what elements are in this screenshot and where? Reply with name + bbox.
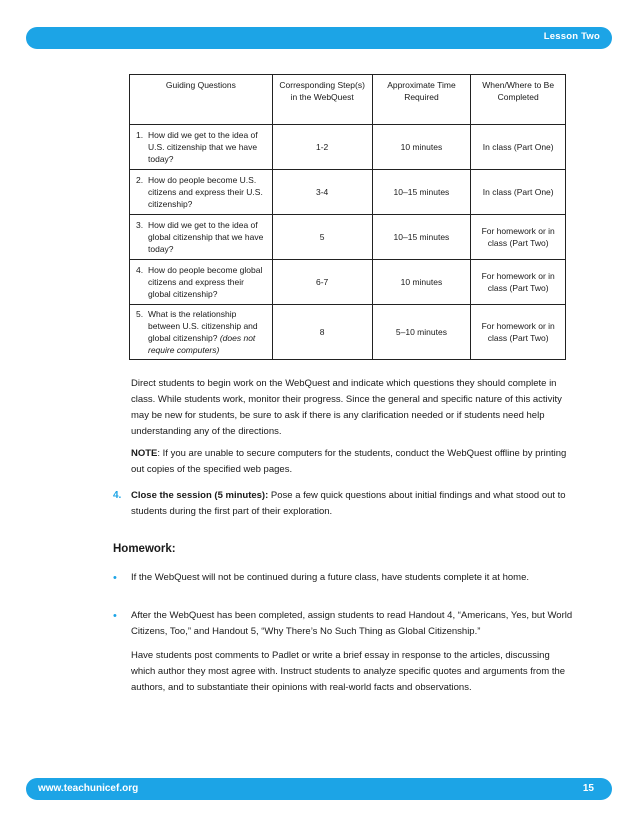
question-text: How did we get to the idea of global citizenship that we have today?	[148, 220, 264, 254]
note-label: NOTE	[131, 448, 158, 459]
step-number: 4.	[113, 490, 122, 501]
page-number: 15	[582, 783, 594, 794]
question-text: How did we get to the idea of U.S. citizenship that we have today?	[148, 130, 258, 164]
question-cell	[130, 305, 273, 360]
time-cell: 10 minutes	[372, 125, 471, 170]
table-header-row	[130, 75, 566, 125]
table-row	[130, 260, 566, 305]
question-cell	[130, 170, 273, 215]
table-row	[130, 305, 566, 360]
guiding-questions-table	[129, 74, 566, 360]
header-guiding-questions: Guiding Questions	[130, 75, 273, 125]
time-cell: 10–15 minutes	[372, 170, 471, 215]
question-number: 1.	[136, 130, 144, 140]
question-text: What is the relationship between U.S. citizenship and global citizenship?	[148, 309, 258, 343]
where-cell: In class (Part One)	[471, 170, 566, 215]
steps-cell: 8	[272, 305, 372, 360]
where-cell: For homework or in class (Part Two)	[471, 215, 566, 260]
question-text: How do people become U.S. citizens and express their U.S. citizenship?	[148, 175, 263, 209]
step-text: Pose a few quick questions about initial findings and what stood out to students during the first part of their exploration.	[131, 490, 566, 517]
question-cell	[130, 215, 273, 260]
step-4	[113, 488, 573, 520]
lesson-label: Lesson Two	[543, 31, 600, 42]
table-row	[130, 170, 566, 215]
time-cell: 10–15 minutes	[372, 215, 471, 260]
homework-bullet	[113, 570, 573, 586]
table-row	[130, 125, 566, 170]
question-number: 2.	[136, 175, 144, 185]
step-label: Close the session (5 minutes):	[131, 490, 269, 501]
homework-heading: Homework:	[113, 543, 176, 555]
question-text: How do people become global citizens and express their global citizenship?	[148, 265, 263, 299]
header-where: When/Where to Be Completed	[471, 75, 566, 125]
footer-url[interactable]: www.teachunicef.org	[38, 783, 139, 794]
footer-bar	[26, 778, 612, 800]
where-cell: For homework or in class (Part Two)	[471, 305, 566, 360]
bullet-text: After the WebQuest has been completed, assign students to read Handout 4, “Americans, Yes, but World Citizens, Too,” and Handout 5, “Why There’s No Such Thing as Global Citizenship.”	[131, 610, 573, 637]
question-number: 4.	[136, 265, 144, 275]
steps-cell: 3-4	[272, 170, 372, 215]
question-cell	[130, 125, 273, 170]
homework-paragraph: Have students post comments to Padlet or write a brief essay in response to the articles, discussing which author they most agree with. Instruct students to analyze specific quotes and arguments from the authors, and to substantiate their opinions with real-world facts and observations.	[131, 650, 566, 693]
bullet-icon: •	[113, 572, 117, 584]
time-cell: 5–10 minutes	[372, 305, 471, 360]
time-cell: 10 minutes	[372, 260, 471, 305]
question-note: (does not require computers)	[148, 333, 256, 355]
question-number: 3.	[136, 220, 144, 230]
note-text: : If you are unable to secure computers for the students, conduct the WebQuest offline by printing out copies of the specified web pages.	[131, 448, 567, 475]
where-cell: In class (Part One)	[471, 125, 566, 170]
header-steps: Corresponding Step(s) in the WebQuest	[272, 75, 372, 125]
note-paragraph	[131, 446, 571, 478]
instructions-paragraph: Direct students to begin work on the WebQuest and indicate which questions they should complete in class. While students work, monitor their progress. Since the general and specific nature of this activity may be new for students, be sure to ask if there is any clarification needed or if students need help understanding any of the directions.	[131, 378, 562, 437]
step-content	[131, 488, 573, 520]
where-cell: For homework or in class (Part Two)	[471, 260, 566, 305]
steps-cell: 1-2	[272, 125, 372, 170]
table-row	[130, 215, 566, 260]
homework-bullet	[113, 608, 573, 640]
steps-cell: 5	[272, 215, 372, 260]
header-bar	[26, 27, 612, 49]
question-number: 5.	[136, 309, 144, 319]
bullet-icon: •	[113, 610, 117, 622]
bullet-text: If the WebQuest will not be continued during a future class, have students complete it at home.	[131, 572, 529, 583]
steps-cell: 6-7	[272, 260, 372, 305]
question-cell	[130, 260, 273, 305]
header-time: Approximate Time Required	[372, 75, 471, 125]
